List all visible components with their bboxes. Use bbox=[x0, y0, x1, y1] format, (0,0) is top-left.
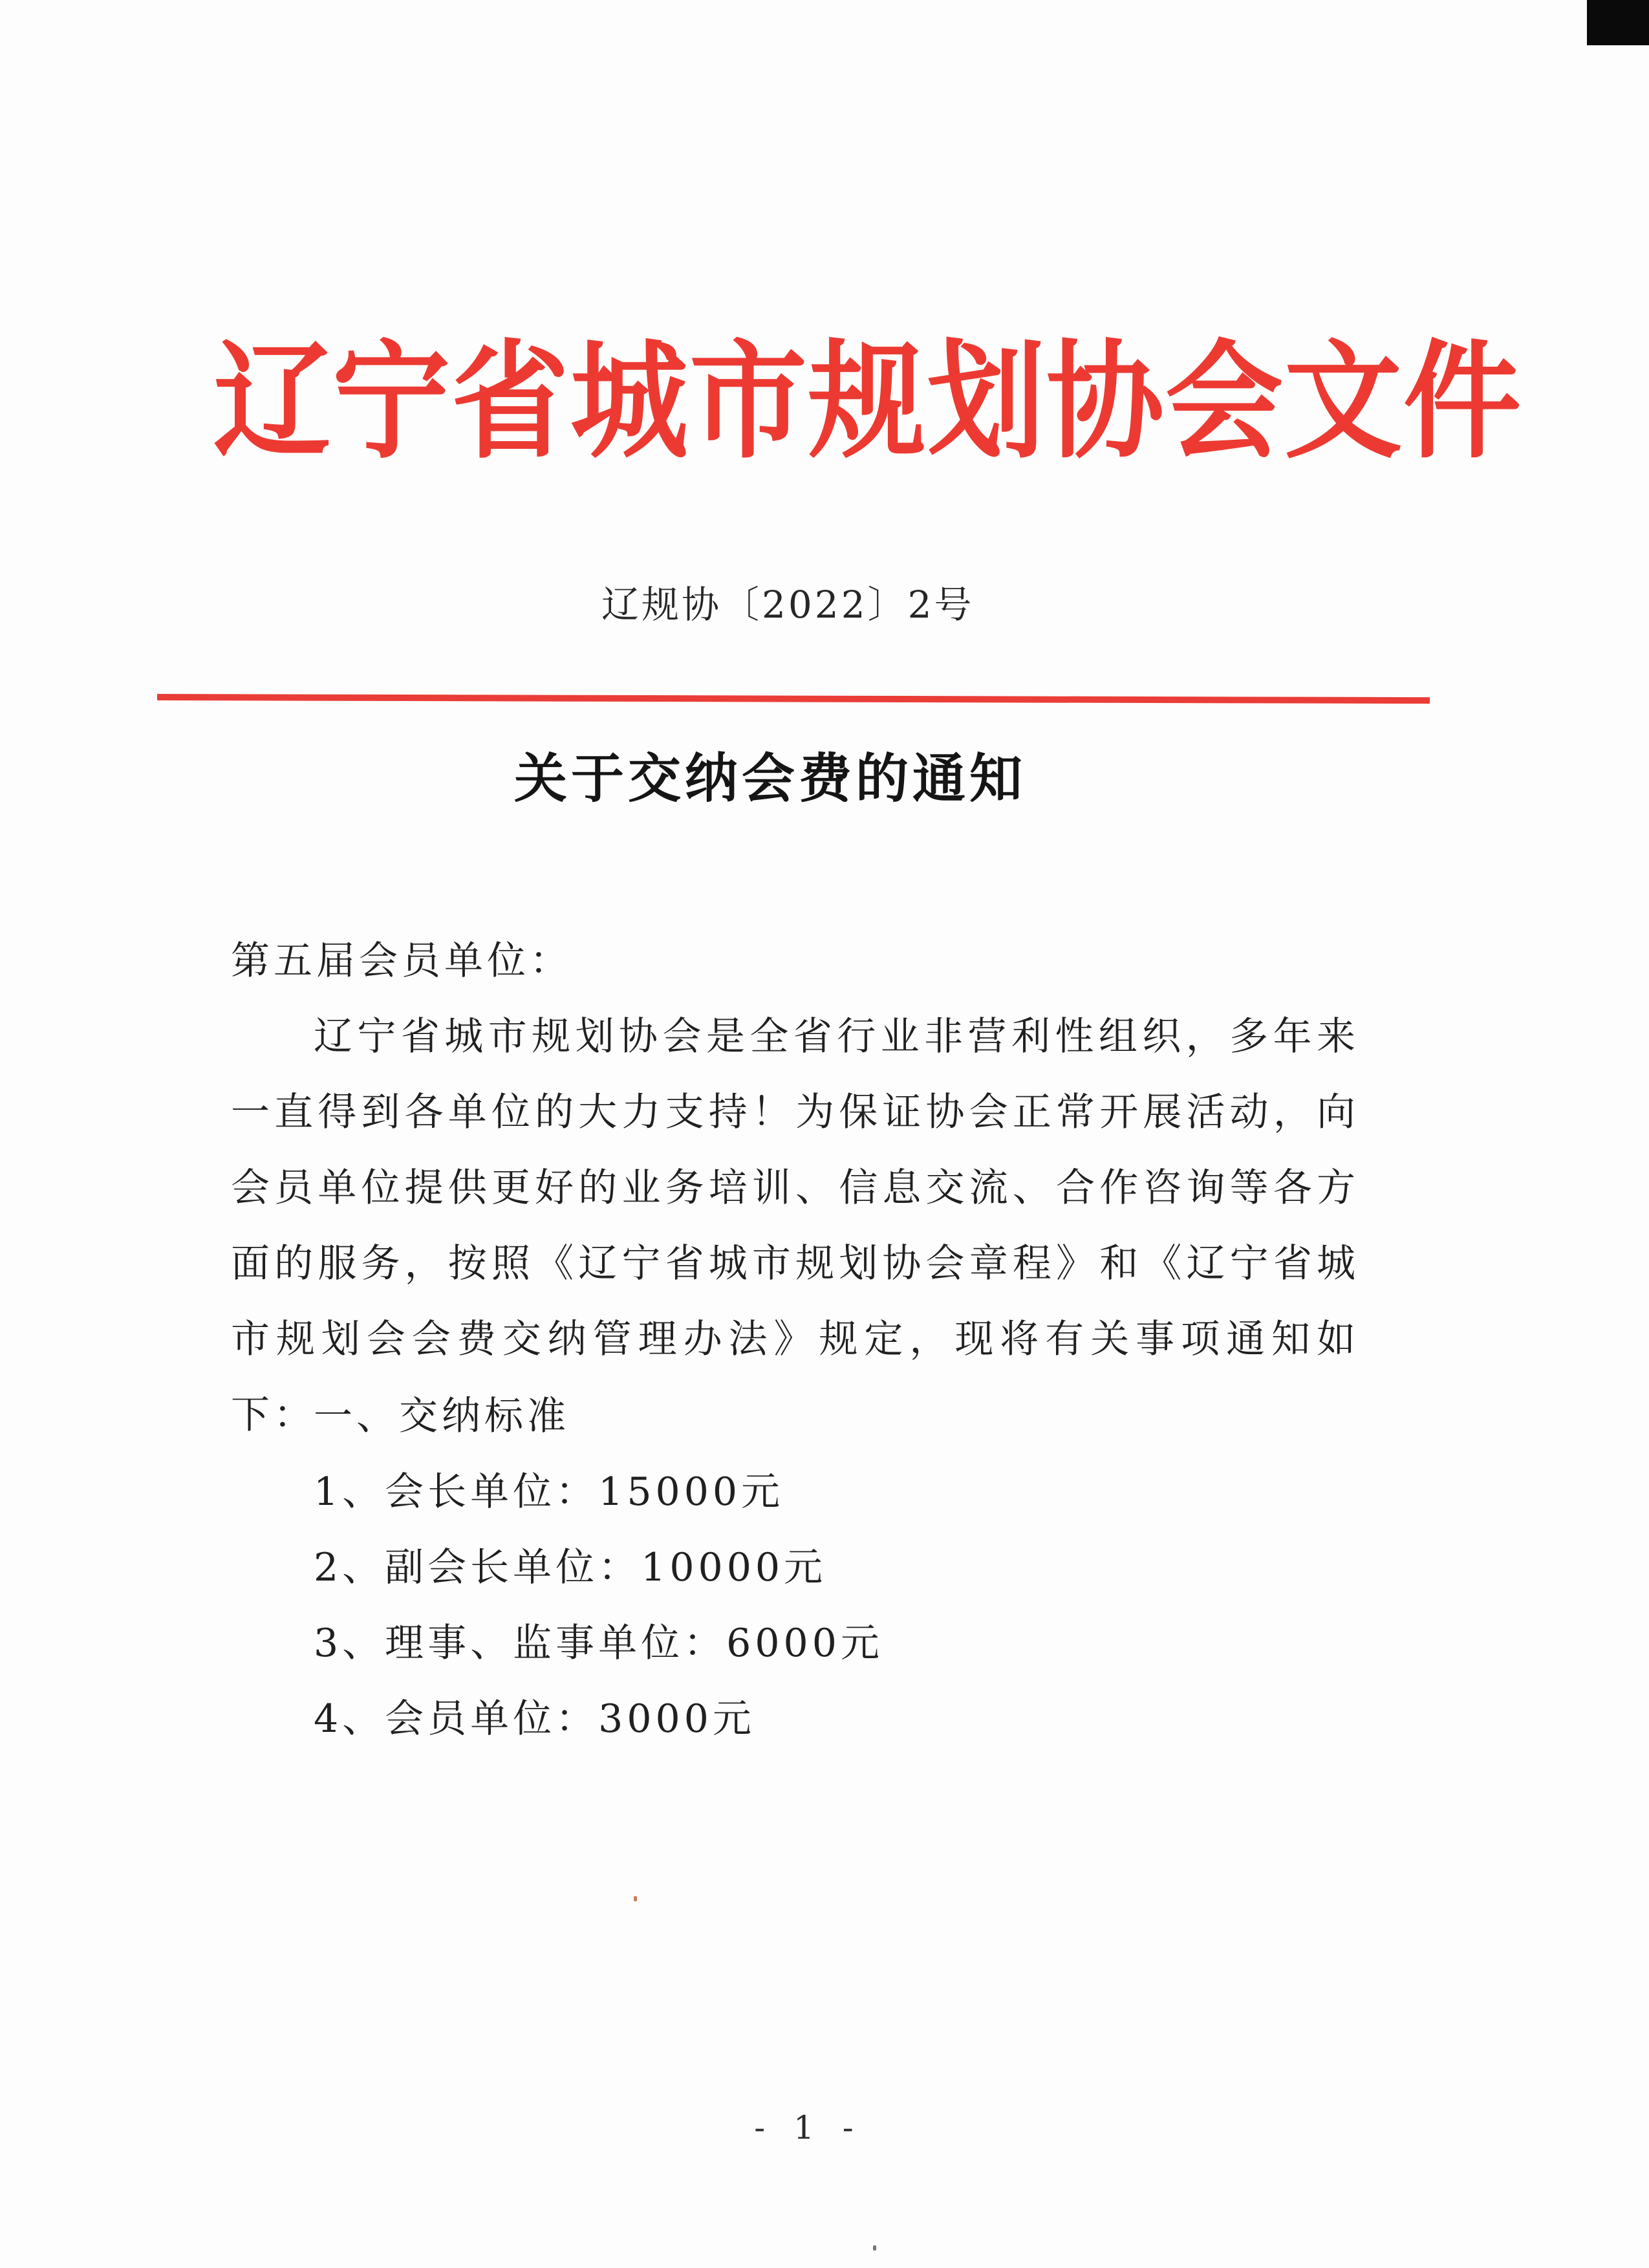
fee-item: 3、理事、监事单位：6000元 bbox=[314, 1621, 883, 1666]
fee-item: 1、会长单位：15000元 bbox=[314, 1469, 784, 1515]
section-heading: 一、交纳标准 bbox=[314, 1394, 570, 1439]
red-separator-line bbox=[157, 694, 1430, 704]
fee-item: 2、副会长单位：10000元 bbox=[314, 1545, 827, 1590]
issuer-header: 辽宁省城市规划协会文件 bbox=[213, 326, 1522, 476]
fee-standard-list bbox=[314, 1379, 1348, 1757]
scan-edge-shadow bbox=[1587, 0, 1649, 45]
document-number: 辽规协〔2022〕2号 bbox=[601, 583, 975, 627]
notice-title: 关于交纳会费的通知 bbox=[514, 748, 1027, 810]
salutation: 第五届会员单位： bbox=[231, 938, 572, 984]
body-paragraph: 辽宁省城市规划协会是全省行业非营利性组织，多年来一直得到各单位的大力支持！为保证协会正常开展活动，向会员单位提供更好的业务培训、信息交流、合作咨询等各方面的服务，按照《辽宁省城市规划协会章程》和《辽宁省城市规划会会费交纳管理办法》规定，现将有关事项通知如下： bbox=[231, 1014, 1359, 1438]
fee-item: 4、会员单位：3000元 bbox=[314, 1696, 755, 1742]
scan-speck bbox=[873, 2245, 876, 2251]
page-number: - 1 - bbox=[754, 2109, 863, 2146]
scan-speck bbox=[634, 1896, 637, 1901]
